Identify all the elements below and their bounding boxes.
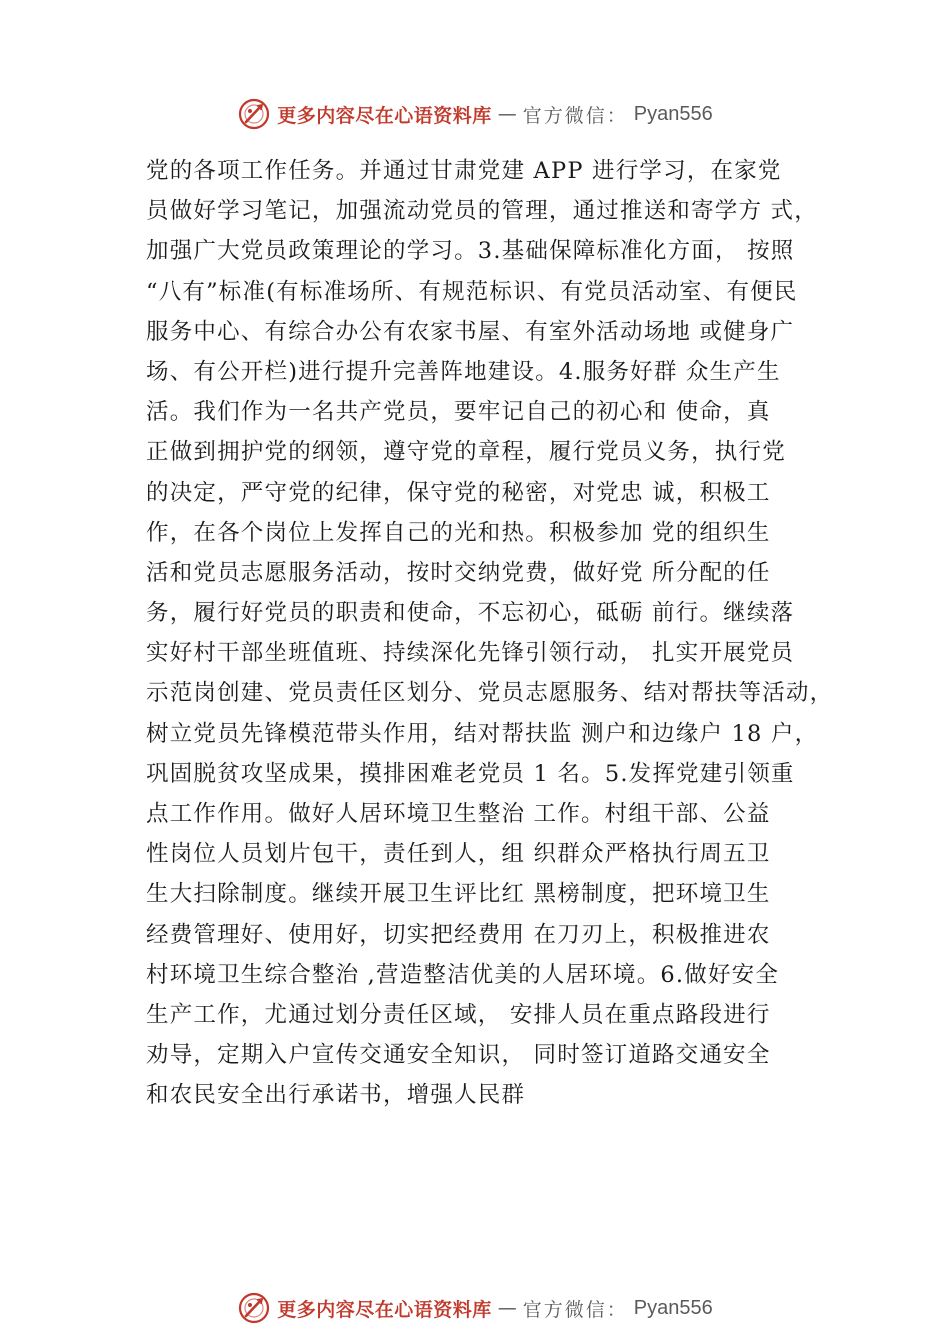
header-banner-inner — [237, 97, 713, 131]
body-line: 场、有公开栏)进行提升完善阵地建设。4.服务好群 众生产生 — [146, 358, 781, 385]
body-line: 务，履行好党员的职责和使命，不忘初心，砥砺 前行。继续落 — [146, 600, 795, 627]
body-line: 活。我们作为一名共产党员，要牢记自己的初心和 使命，真 — [146, 399, 771, 426]
header-dash: — — [497, 103, 517, 125]
document-body — [146, 151, 836, 1116]
brand-logo-icon — [237, 97, 271, 131]
body-line: 作，在各个岗位上发挥自己的光和热。积极参加 党的组织生 — [146, 519, 771, 546]
footer-wechat-label: 官方微信： — [522, 1298, 628, 1321]
footer-banner — [0, 1288, 950, 1328]
footer-wechat-id: Pyan556 — [633, 1296, 713, 1319]
brand-logo-icon — [237, 1291, 271, 1325]
header-brand-text: 更多内容尽在心语资料库 — [277, 104, 492, 127]
body-line: 活和党员志愿服务活动，按时交纳党费，做好党 所分配的任 — [146, 559, 771, 586]
body-line: 巩固脱贫攻坚成果，摸排困难老党员 1 名。5.发挥党建引领重 — [146, 760, 795, 787]
header-wechat-label: 官方微信： — [522, 104, 628, 127]
body-line: “八有”标准(有标准场所、有规范标识、有党员活动室、有便民 — [146, 278, 798, 305]
body-line: 点工作作用。做好人居环境卫生整治 工作。村组干部、公益 — [146, 801, 771, 827]
body-line: 村环境卫生综合整治 ,营造整洁优美的人居环境。6.做好安全 — [146, 961, 780, 988]
body-line: 生大扫除制度。继续开展卫生评比红 黑榜制度，把环境卫生 — [146, 881, 771, 908]
body-line: 服务中心、有综合办公有农家书屋、有室外活动场地 或健身广 — [146, 318, 795, 345]
body-line: 党的各项工作任务。并通过甘肃党建 APP 进行学习，在家党 — [146, 158, 782, 184]
body-line: 生产工作，尤通过划分责任区域， 安排人员在重点路段进行 — [146, 1001, 771, 1028]
body-line: 劝导，定期入户宣传交通安全知识， 同时签订道路交通安全 — [146, 1042, 771, 1069]
body-line: 树立党员先锋模范带头作用，结对帮扶监 测户和边缘户 18 户， — [146, 720, 819, 747]
body-line: 经费管理好、使用好，切实把经费用 在刀刃上，积极推进农 — [146, 921, 771, 948]
footer-brand-text: 更多内容尽在心语资料库 — [277, 1298, 492, 1321]
body-line: 正做到拥护党的纲领，遵守党的章程，履行党员义务，执行党 — [146, 439, 786, 466]
header-wechat-id: Pyan556 — [633, 102, 713, 125]
body-line: 实好村干部坐班值班、持续深化先锋引领行动， 扎实开展党员 — [146, 640, 795, 667]
body-line: 性岗位人员划片包干，责任到人，组 织群众严格执行周五卫 — [146, 841, 771, 868]
body-line: 和农民安全出行承诺书，增强人民群 — [146, 1082, 526, 1109]
header-banner — [0, 94, 950, 134]
body-line: 加强广大党员政策理论的学习。3.基础保障标准化方面， 按照 — [146, 238, 795, 265]
body-line: 员做好学习笔记，加强流动党员的管理，通过推送和寄学方 式， — [146, 198, 818, 225]
body-line: 的决定，严守党的纪律，保守党的秘密，对党忠 诚，积极工 — [146, 479, 771, 506]
footer-banner-inner — [237, 1291, 713, 1325]
body-line: 示范岗创建、党员责任区划分、党员志愿服务、结对帮扶等活动， — [146, 680, 834, 707]
footer-dash: — — [497, 1297, 517, 1319]
